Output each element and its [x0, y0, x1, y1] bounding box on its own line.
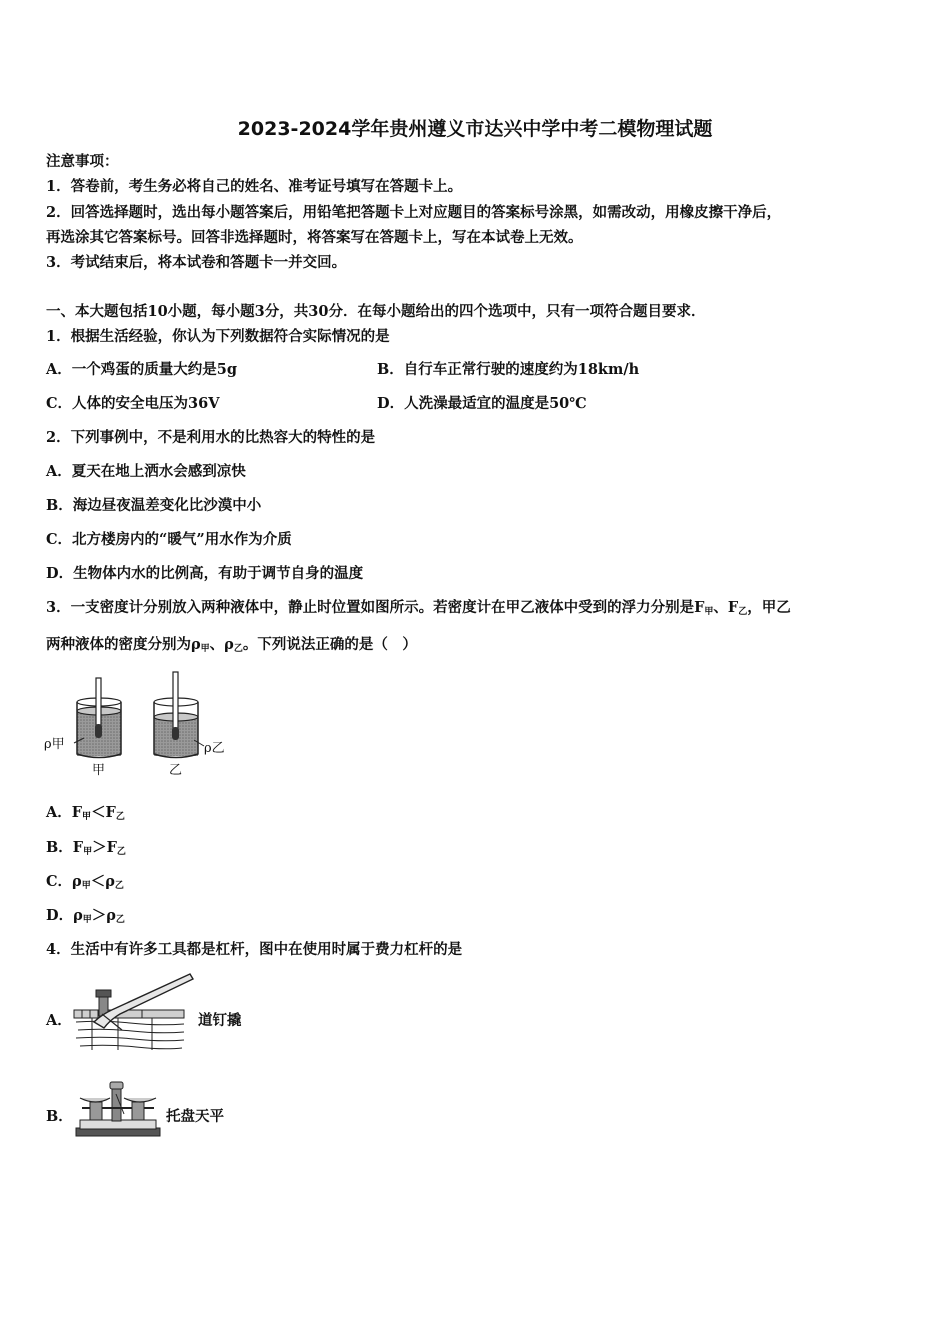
section-heading: 一、本大题包括10小题，每小题3分，共30分．在每小题给出的四个选项中，只有一项符合题目要求．: [46, 303, 706, 320]
caption-yi: 乙: [169, 763, 183, 778]
label-rho-jia: ρ甲: [44, 737, 65, 752]
notice-item-2-cont: 再选涂其它答案标号。回答非选择题时，将答案写在答题卡上，写在本试卷上无效。: [46, 229, 583, 246]
q4-stem: 4．生活中有许多工具都是杠杆，图中在使用时属于费力杠杆的是: [46, 941, 463, 958]
notice-item-2: 2．回答选择题时，选出每小题答案后，用铅笔把答题卡上对应题目的答案标号涂黑，如需改动，用橡皮擦干净后，: [46, 204, 782, 221]
q3-option-a: A．$F_甲<F_乙$: [46, 804, 125, 822]
q3-stem-line1: 3．一支密度计分别放入两种液体中，静止时位置如图所示。若密度计在甲乙液体中受到的浮力分别是$F_甲$、$F_乙$，甲乙: [46, 599, 791, 617]
q1-option-c: C．人体的安全电压为36V: [46, 395, 220, 412]
label-rho-yi: ρ乙: [204, 741, 225, 756]
q2-option-b: B．海边昼夜温差变化比沙漠中小: [46, 497, 262, 514]
q4-option-b-letter: B．: [46, 1108, 73, 1125]
beaker-jia: [74, 678, 121, 758]
q1-stem: 1．根据生活经验，你认为下列数据符合实际情况的是: [46, 328, 390, 345]
hydrometer-figure: [44, 668, 234, 783]
q4-option-b-label: 托盘天平: [166, 1108, 224, 1125]
q1-option-a: A．一个鸡蛋的质量大约是5g: [46, 361, 237, 378]
q2-option-a: A．夏天在地上洒水会感到凉快: [46, 463, 246, 480]
beaker-yi: [154, 672, 204, 758]
caption-jia: 甲: [92, 763, 106, 778]
q3-option-d: D．$\rho_甲>\rho_乙$: [46, 907, 125, 925]
balance-figure: [72, 1080, 164, 1138]
q4-option-a-letter: A．: [46, 1012, 72, 1029]
q3-stem-line2: 两种液体的密度分别为$\rho_甲$、$\rho_乙$。下列说法正确的是（ ）: [46, 636, 417, 654]
crowbar-figure: [72, 970, 198, 1052]
q2-stem: 2．下列事例中，不是利用水的比热容大的特性的是: [46, 429, 376, 446]
notice-item-3: 3．考试结束后，将本试卷和答题卡一并交回。: [46, 254, 347, 271]
q3-option-b: B．$F_甲>F_乙$: [46, 839, 126, 857]
q1-option-b: B．自行车正常行驶的速度约为18km/h: [377, 361, 640, 378]
q2-option-c: C．北方楼房内的“暖气”用水作为介质: [46, 531, 292, 548]
page-title: 2023-2024学年贵州遵义市达兴中学中考二模物理试题: [237, 118, 713, 140]
q3-option-c: C．$\rho_甲<\rho_乙$: [46, 873, 124, 891]
notice-heading: 注意事项：: [46, 153, 119, 170]
q4-option-a-label: 道钉撬: [198, 1012, 242, 1029]
q1-option-d: D．人洗澡最适宜的温度是50℃: [377, 395, 587, 412]
q2-option-d: D．生物体内水的比例高，有助于调节自身的温度: [46, 565, 364, 582]
notice-item-1: 1．答卷前，考生务必将自己的姓名、准考证号填写在答题卡上。: [46, 178, 463, 195]
